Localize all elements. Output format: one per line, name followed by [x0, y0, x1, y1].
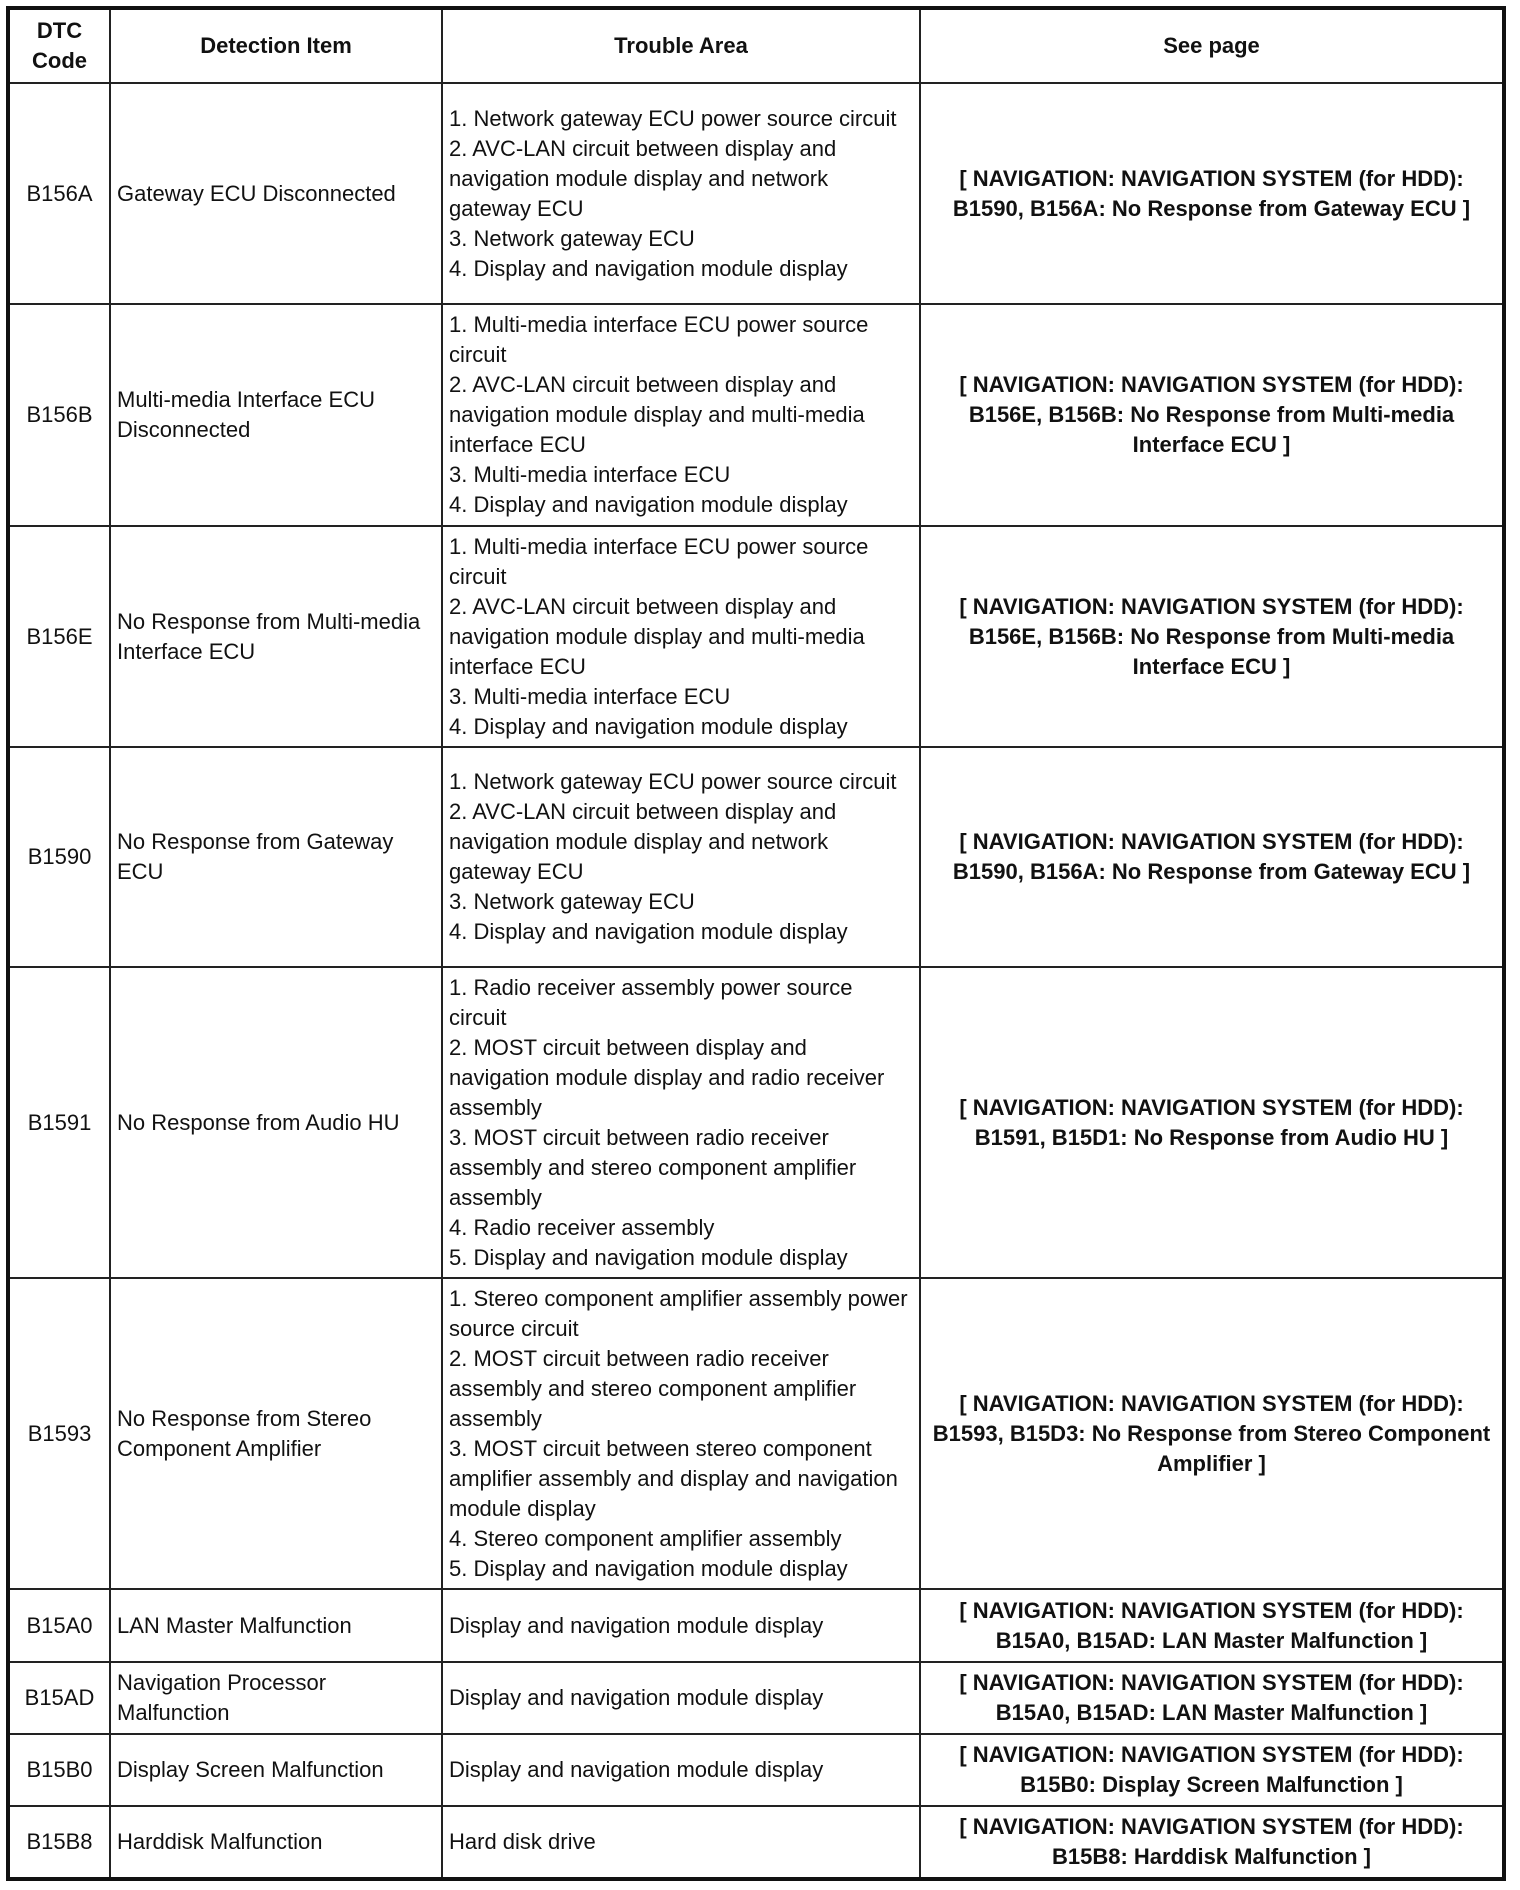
trouble-area-cell: [442, 1589, 920, 1662]
table-row: [8, 1806, 1504, 1879]
header-trouble-area: Trouble Area: [442, 8, 920, 83]
trouble-area-cell: [442, 83, 920, 304]
detection-item-cell: LAN Master Malfunction: [110, 1589, 442, 1662]
trouble-area-item: Hard disk drive: [449, 1829, 596, 1854]
trouble-area-item: 2. AVC-LAN circuit between display and navigation module display and multi-media interface ECU: [449, 372, 865, 457]
detection-item-cell: No Response from Stereo Component Amplifier: [110, 1278, 442, 1589]
table-row: [8, 967, 1504, 1278]
dtc-code-cell: B15B0: [8, 1734, 110, 1806]
trouble-area-item: 2. MOST circuit between radio receiver assembly and stereo component amplifier assembly: [449, 1345, 857, 1431]
dtc-code-cell: B1590: [8, 747, 110, 967]
see-page-link[interactable]: [ NAVIGATION: NAVIGATION SYSTEM (for HDD): B15A0, B15AD: LAN Master Malfunction ]: [920, 1662, 1504, 1734]
trouble-area-item: 4. Display and navigation module display: [449, 255, 848, 281]
trouble-area-cell: [442, 1734, 920, 1806]
detection-item-cell: Navigation Processor Malfunction: [110, 1662, 442, 1734]
trouble-area-item: 1. Stereo component amplifier assembly power source circuit: [449, 1285, 908, 1341]
dtc-code-cell: B1593: [8, 1278, 110, 1589]
trouble-area-item: 1. Network gateway ECU power source circuit: [449, 105, 897, 131]
trouble-area-item: 4. Display and navigation module display: [449, 713, 848, 739]
dtc-code-cell: B15AD: [8, 1662, 110, 1734]
trouble-area-item: 1. Radio receiver assembly power source circuit: [449, 974, 853, 1030]
see-page-link[interactable]: [ NAVIGATION: NAVIGATION SYSTEM (for HDD): B156E, B156B: No Response from Multi-media Interface ECU ]: [920, 304, 1504, 526]
detection-item-cell: Harddisk Malfunction: [110, 1806, 442, 1879]
trouble-area-item: 2. AVC-LAN circuit between display and navigation module display and network gateway ECU: [449, 135, 837, 221]
trouble-area-item: 3. MOST circuit between stereo component amplifier assembly and display and navigation module display: [449, 1435, 898, 1521]
trouble-area-item: 4. Display and navigation module display: [449, 919, 848, 944]
trouble-area-cell: [442, 967, 920, 1278]
header-detection-item: Detection Item: [110, 8, 442, 83]
trouble-area-item: 5. Display and navigation module display: [449, 1244, 848, 1270]
header-see-page: See page: [920, 8, 1504, 83]
dtc-code-cell: B15B8: [8, 1806, 110, 1879]
table-row: [8, 304, 1504, 526]
trouble-area-item: 3. Network gateway ECU: [449, 889, 695, 914]
trouble-area-cell: [442, 1662, 920, 1734]
table-row: [8, 1589, 1504, 1662]
dtc-code-cell: B156A: [8, 83, 110, 304]
table-row: [8, 526, 1504, 747]
dtc-code-cell: B156B: [8, 304, 110, 526]
table-row: [8, 83, 1504, 304]
trouble-area-cell: [442, 526, 920, 747]
trouble-area-item: 2. AVC-LAN circuit between display and navigation module display and network gateway ECU: [449, 799, 837, 884]
dtc-table: [6, 6, 1506, 1881]
see-page-link[interactable]: [ NAVIGATION: NAVIGATION SYSTEM (for HDD): B1591, B15D1: No Response from Audio HU ]: [920, 967, 1504, 1278]
trouble-area-item: Display and navigation module display: [449, 1612, 824, 1638]
detection-item-cell: Display Screen Malfunction: [110, 1734, 442, 1806]
trouble-area-item: 2. MOST circuit between display and navigation module display and radio receiver assembly: [449, 1034, 885, 1120]
trouble-area-item: 3. Multi-media interface ECU: [449, 462, 731, 487]
trouble-area-item: 1. Multi-media interface ECU power source circuit: [449, 533, 869, 589]
trouble-area-cell: [442, 1278, 920, 1589]
trouble-area-item: 5. Display and navigation module display: [449, 1555, 848, 1581]
header-dtc-code: DTC Code: [8, 8, 110, 83]
see-page-link[interactable]: [ NAVIGATION: NAVIGATION SYSTEM (for HDD): B15B0: Display Screen Malfunction ]: [920, 1734, 1504, 1806]
detection-item-cell: Gateway ECU Disconnected: [110, 83, 442, 304]
see-page-link[interactable]: [ NAVIGATION: NAVIGATION SYSTEM (for HDD): B15B8: Harddisk Malfunction ]: [920, 1806, 1504, 1879]
dtc-code-cell: B1591: [8, 967, 110, 1278]
trouble-area-cell: [442, 1806, 920, 1879]
dtc-code-cell: B15A0: [8, 1589, 110, 1662]
table-row: [8, 1278, 1504, 1589]
trouble-area-item: 3. MOST circuit between radio receiver assembly and stereo component amplifier assembly: [449, 1124, 857, 1210]
trouble-area-cell: [442, 304, 920, 526]
see-page-link[interactable]: [ NAVIGATION: NAVIGATION SYSTEM (for HDD): B15A0, B15AD: LAN Master Malfunction ]: [920, 1589, 1504, 1662]
trouble-area-item: 4. Stereo component amplifier assembly: [449, 1525, 842, 1551]
table-row: [8, 1734, 1504, 1806]
detection-item-cell: No Response from Audio HU: [110, 967, 442, 1278]
trouble-area-item: 3. Network gateway ECU: [449, 225, 695, 251]
see-page-link[interactable]: [ NAVIGATION: NAVIGATION SYSTEM (for HDD): B1593, B15D3: No Response from Stereo Component Amplifier ]: [920, 1278, 1504, 1589]
detection-item-cell: Multi-media Interface ECU Disconnected: [110, 304, 442, 526]
trouble-area-item: 3. Multi-media interface ECU: [449, 683, 731, 709]
see-page-link[interactable]: [ NAVIGATION: NAVIGATION SYSTEM (for HDD): B1590, B156A: No Response from Gateway ECU ]: [920, 747, 1504, 967]
table-row: [8, 1662, 1504, 1734]
trouble-area-item: Display and navigation module display: [449, 1757, 824, 1782]
trouble-area-item: 1. Multi-media interface ECU power source circuit: [449, 312, 869, 367]
table-row: [8, 747, 1504, 967]
see-page-link[interactable]: [ NAVIGATION: NAVIGATION SYSTEM (for HDD): B156E, B156B: No Response from Multi-media Interface ECU ]: [920, 526, 1504, 747]
trouble-area-item: 1. Network gateway ECU power source circuit: [449, 769, 897, 794]
trouble-area-cell: [442, 747, 920, 967]
trouble-area-item: Display and navigation module display: [449, 1685, 824, 1710]
header-row: [8, 8, 1504, 83]
trouble-area-item: 4. Radio receiver assembly: [449, 1214, 715, 1240]
detection-item-cell: No Response from Multi-media Interface ECU: [110, 526, 442, 747]
dtc-code-cell: B156E: [8, 526, 110, 747]
see-page-link[interactable]: [ NAVIGATION: NAVIGATION SYSTEM (for HDD): B1590, B156A: No Response from Gateway ECU ]: [920, 83, 1504, 304]
trouble-area-item: 2. AVC-LAN circuit between display and navigation module display and multi-media interface ECU: [449, 593, 865, 679]
detection-item-cell: No Response from Gateway ECU: [110, 747, 442, 967]
trouble-area-item: 4. Display and navigation module display: [449, 492, 848, 517]
